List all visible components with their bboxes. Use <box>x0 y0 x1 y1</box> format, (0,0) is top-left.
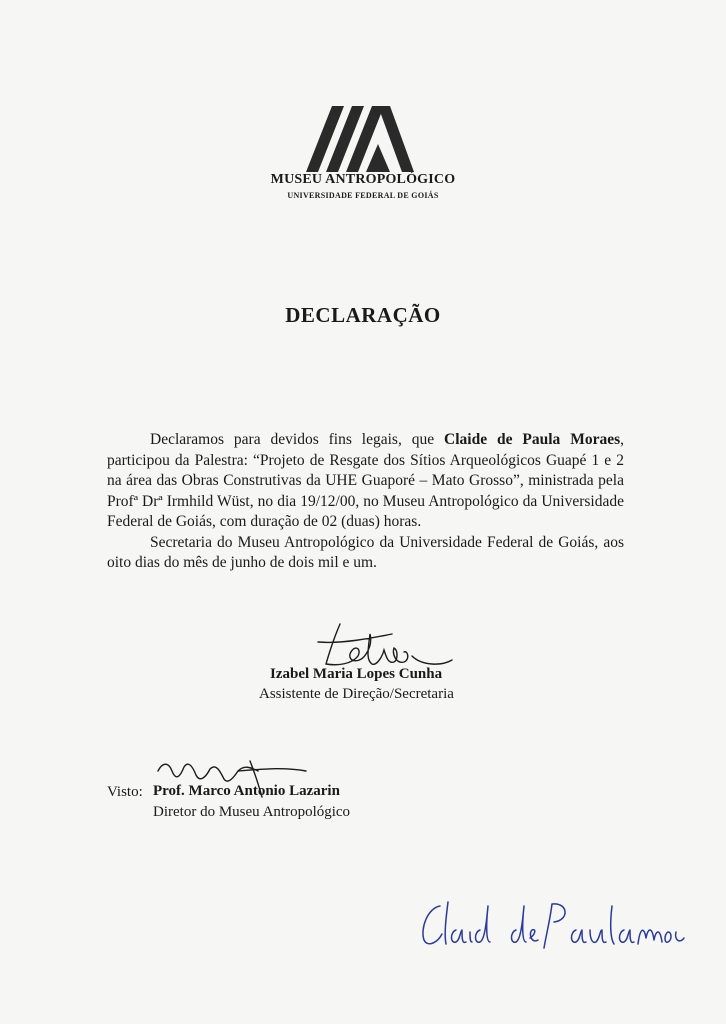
org-name: MUSEU ANTROPOLÓGICO <box>270 172 456 187</box>
museum-logo-icon <box>296 104 416 174</box>
body-paragraph-2: Secretaria do Museu Antropológico da Universidade Federal de Goiás, aos oito dias do mês de junho de dois mil e um. <box>107 533 624 571</box>
signatory-name: Izabel Maria Lopes Cunha <box>270 666 443 682</box>
body-p1-after: , participou da Palestra: “Projeto de Resgate dos Sítios Arqueológicos Guapé 1 e 2 na área das Obras Construtivas da UHE Guaporé – Mato Grosso”, ministrada pela Profª Drª Irmhild Wüst, no dia 19/12/00, no Museu Antropológico da Universidade Federal de Goiás, com duração de 02 (duas) horas. <box>107 431 624 530</box>
declaration-body <box>107 430 624 574</box>
participant-name: Claide de Paula Moraes <box>444 431 621 448</box>
visto-label: Visto: <box>107 784 143 800</box>
receiver-signature-icon <box>418 898 688 953</box>
document-title: DECLARAÇÃO <box>285 303 441 327</box>
secretary-signature-icon <box>312 620 462 672</box>
body-paragraph-1 <box>107 430 624 533</box>
director-role: Diretor do Museu Antropológico <box>153 804 351 820</box>
body-p1-before: Declaramos para devidos fins legais, que <box>150 431 445 448</box>
org-subtitle: UNIVERSIDADE FEDERAL DE GOIÁS <box>287 191 439 200</box>
signatory-role: Assistente de Direção/Secretaria <box>259 686 454 702</box>
director-name: Prof. Marco Antonio Lazarin <box>153 783 340 799</box>
